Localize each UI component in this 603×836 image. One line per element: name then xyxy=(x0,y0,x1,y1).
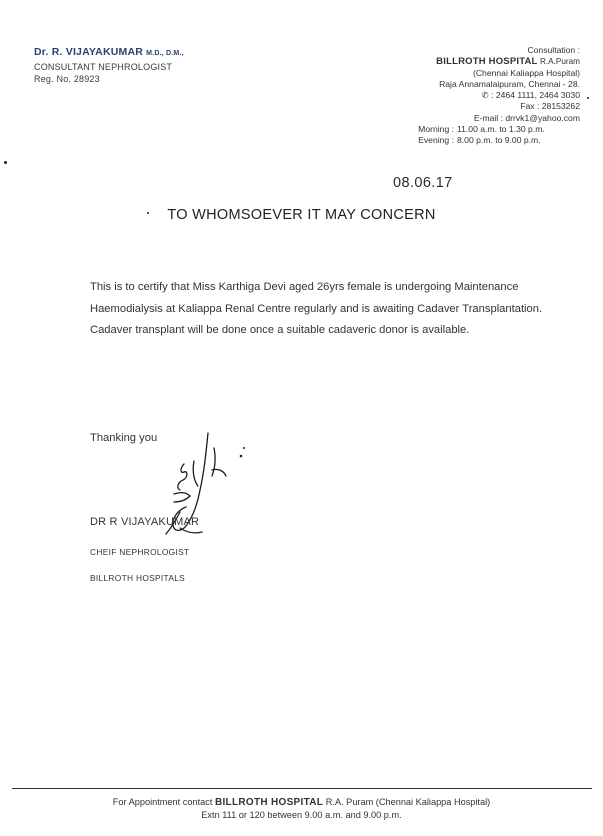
scan-speck xyxy=(147,212,149,214)
letter-closing: Thanking you xyxy=(90,432,158,444)
timing-evening xyxy=(396,135,580,146)
doctor-name-text: Dr. R. VIJAYAKUMAR xyxy=(34,46,144,58)
scan-speck xyxy=(243,447,245,449)
footer-prefix: For Appointment contact xyxy=(112,797,213,807)
footer-divider xyxy=(12,788,592,789)
signatory-org: BILLROTH HOSPITALS xyxy=(90,573,186,583)
consultation-hospital-location: R.A.Puram xyxy=(539,57,580,67)
timing-evening-label: Evening : xyxy=(418,135,454,146)
scan-speck xyxy=(4,161,7,164)
doctor-name xyxy=(34,46,184,58)
consultation-hospital xyxy=(396,56,580,67)
timing-morning xyxy=(396,124,580,135)
doctor-degrees: M.D., D.M., xyxy=(146,50,184,57)
letter-date: 08.06.17 xyxy=(393,175,453,191)
consultation-fax: Fax : 28153262 xyxy=(520,101,580,112)
signatory-title: CHEIF NEPHROLOGIST xyxy=(90,547,190,557)
footer-hospital-name: BILLROTH HOSPITAL xyxy=(214,797,324,808)
signature-image xyxy=(140,428,270,563)
timing-evening-value: 8.00 p.m. to 9.00 p.m. xyxy=(457,135,541,146)
letter-title: TO WHOMSOEVER IT MAY CONCERN xyxy=(167,207,436,223)
footer-line-1 xyxy=(0,796,603,809)
scan-speck xyxy=(587,97,589,99)
consultation-address: Raja Annamalaipuram, Chennai - 28. xyxy=(439,78,580,89)
consultation-block xyxy=(396,45,580,147)
consultation-hospital-sub: (Chennai Kaliappa Hospital) xyxy=(472,67,580,78)
consultation-email: E-mail : drrvk1@yahoo.com xyxy=(473,112,580,123)
timing-morning-label: Morning : xyxy=(418,124,454,135)
letter-body: This is to certify that Miss Karthiga Devi aged 26yrs female is undergoing Maintenance Haemodialysis at Kaliappa Renal Centre regularly and is awaiting Cadaver Transplantation. Cadaver transplant will be done once a suitable cadaveric donor is available. xyxy=(90,281,543,337)
footer-suffix: R.A. Puram (Chennai Kaliappa Hospital) xyxy=(325,797,491,807)
doctor-reg-no: Reg. No. 28923 xyxy=(34,74,100,84)
consultation-heading: Consultation : xyxy=(527,45,580,55)
footer-extension: Extn 111 or 120 between 9.00 a.m. and 9.00 p.m. xyxy=(201,810,402,820)
consultation-hospital-name: BILLROTH HOSPITAL xyxy=(436,56,538,68)
doctor-designation: CONSULTANT NEPHROLOGIST xyxy=(34,62,173,72)
consultation-phone: ✆ : 2464 1111, 2464 3030 xyxy=(481,90,580,101)
signatory-name: DR R VIJAYAKUMAR xyxy=(90,516,200,528)
footer xyxy=(0,796,603,822)
timing-morning-value: 11.00 a.m. to 1.30 p.m. xyxy=(457,124,545,135)
